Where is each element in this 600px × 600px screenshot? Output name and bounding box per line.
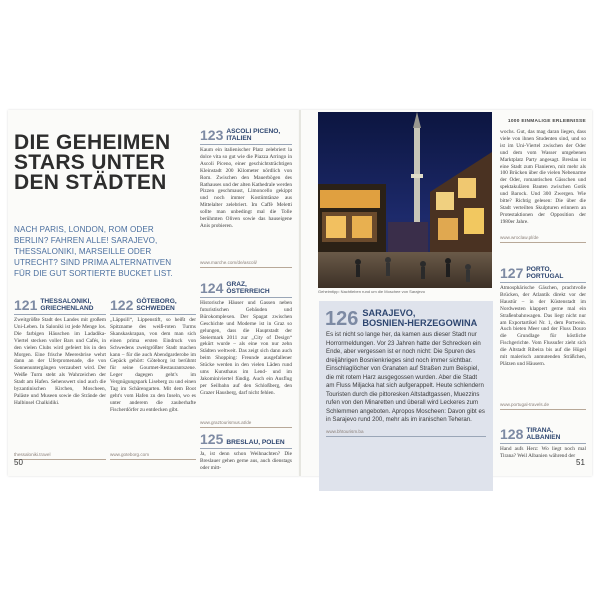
entry-123 bbox=[200, 128, 292, 268]
sarajevo-night-photo bbox=[318, 112, 492, 288]
highlight-body: Es ist nicht so lange her, da kamen aus dieser Stadt nur Horrormeldungen. Vor 23 Jahren hatte der Schrecken ein Ende, aber vergessen ist er noch nicht: Die Spuren des dreijährigen Bosnienkrieges sind noch immer sichtbar. Einschlaglöcher von Granaten auf Straßen zum Beispiel, die mit rotem Harz ausgegossen wurden. Aber die Stadt am Fluss Miljacka hat sich aufgerappelt. Heute schlendern Touristen durch die pittoresken Altstadtgassen, Muezzins rufen von den Minaretten und überall wird Leckeres zum Schlemmen angeboten. Apropos Moscheen: Davon gibt es in Sarajevo rund 200, mehr als im iranischen Teheran. bbox=[326, 331, 485, 423]
highlight-box-126 bbox=[319, 301, 493, 491]
page-number-left: 50 bbox=[14, 458, 23, 467]
page-headline bbox=[14, 133, 184, 193]
entry-121 bbox=[14, 298, 106, 460]
entry-link[interactable]: thessaloniki.travel bbox=[14, 452, 106, 460]
highlight-title-line: SARAJEVO, bbox=[362, 308, 416, 318]
entry-number: 128 bbox=[500, 426, 524, 442]
entry-title-line: GÖTEBORG, bbox=[136, 298, 177, 305]
entry-title-line: SCHWEDEN bbox=[136, 305, 175, 312]
photo-illustration bbox=[318, 112, 492, 288]
entry-title bbox=[526, 427, 560, 441]
entry-title-line: BRESLAU, POLEN bbox=[226, 439, 285, 446]
intro-text: NACH PARIS, LONDON, ROM ODER BERLIN? FAHREN ALLE! SARAJEVO, THESSALONIKI, MARSEILLE ODER UTRECHT? SIND PRIMA ALTERNATIVEN FÜR DIE GUT SORTIERTE BUCKET LIST. bbox=[14, 225, 173, 278]
page-number-right: 51 bbox=[576, 458, 585, 467]
entry-link[interactable]: www.portugal-travels.de bbox=[500, 402, 586, 410]
running-header: 1000 EINMALIGE ERLEBNISSE bbox=[507, 119, 586, 124]
highlight-link[interactable]: www.bhtourism.ba bbox=[326, 429, 486, 437]
entry-124 bbox=[200, 281, 292, 428]
entry-number: 122 bbox=[110, 297, 134, 313]
entry-body: Kaum ein italienischer Platz zelebriert la dolce vita so gut wie die Piazza Arringo in Ascoli Piceno, einer geschichtsträchtigen Kleinstadt 200 Kilometer nördlich von Rom. Zwischen den Mauerbögen des Rathauses und der alten Kathedrale werden Pizzen geschmaust, Limoncello gekippt und noch immer Kostümtänze aus Mittelalter zelebriert. Im Caffè Meletti sollte man unbedingt mal die Tolle berühmten Oliven sowie das hauseigene Anis probieren. bbox=[200, 147, 292, 229]
entry-125-continued bbox=[500, 129, 586, 243]
book-spine bbox=[299, 110, 301, 476]
entry-number: 123 bbox=[200, 127, 224, 143]
entry-title bbox=[226, 128, 280, 142]
entry-title bbox=[136, 298, 176, 312]
entry-link[interactable]: www.marche.com/de/ascoli/ bbox=[200, 260, 292, 268]
entry-title-line: ÖSTERREICH bbox=[226, 288, 270, 295]
entry-number: 124 bbox=[200, 280, 224, 296]
entry-title-line: GRAZ, bbox=[226, 281, 247, 288]
entry-title-line: ALBANIEN bbox=[526, 434, 561, 441]
entry-body: wochs. Gut, das mag daran liegen, dass viele von ihnen Studenten sind, und so ist im Uni-Viertel zwischen der Oder und dem vom Wasser umgebenen Marktplatz Party angesagt. Breslau ist eine Stadt zum Flanieren, mit mehr als 100 Brücken über die vielen Nebenarme der Oder, romantischen Gässchen und spektakulären Bauten zwischen Gotik und Barock. Und 300 Zwergen. Wie bitte? Richtig gelesen: Die über die Stadt verteilten Skulpturen erinnern an Protestaktionen der Opposition der 1980er Jahre. bbox=[500, 129, 586, 225]
headline-line-3: DEN STÄDTEN bbox=[14, 171, 167, 194]
entry-title bbox=[226, 281, 269, 295]
entry-number: 125 bbox=[200, 431, 224, 447]
headline-line-1: DIE GEHEIMEN bbox=[14, 131, 171, 154]
highlight-title-line: BOSNIEN-HERZEGOWINA bbox=[362, 317, 478, 328]
entry-title-line: ITALIEN bbox=[226, 135, 252, 142]
entry-title-line: THESSALONIKI, bbox=[40, 298, 92, 305]
highlight-number: 126 bbox=[325, 308, 359, 330]
entry-link[interactable]: www.graztourismus.at/de bbox=[200, 420, 292, 428]
entry-number: 121 bbox=[14, 297, 38, 313]
entry-link[interactable]: www.goteborg.com bbox=[110, 452, 196, 460]
entry-125 bbox=[200, 433, 292, 471]
entry-title bbox=[526, 266, 563, 280]
entry-title-line: TIRANA, bbox=[526, 427, 554, 434]
entry-body: Historische Häuser und Gassen neben futuristischen Gebäuden und Bürokomplexen. Der Spagat zwischen Geschichte und Moderne ist in Graz so gelungen, dass die Hauptstadt der Steiermark 2011 zur „City of Design“ gekürt wurde – als eine von nur zehn Städten weltweit. Das zeigt sich dann auch beim Shopping: Freunde ausgefallener Stücke werden in den vielen Läden rund ums Kunsthaus im Lend- und im Jakominiviertel fündig. Auch ein Ausflug per Seilbahn auf den Schloßberg, den Grazer Hausberg, darf nicht fehlen. bbox=[200, 300, 292, 396]
entry-body: „Läppsill“, Lippenstift, so heißt der Spitzname des weiß-roten Turms Skanskaskrapan, von dem man sich einen prima ersten Eindruck von Schwedens zweitgrößter Stadt machen kann – für die auch Abendgarderobe im Gepäck gehört: Göteborg ist berühmt für seine Gourmet-Restaurantszene. Leger dagegen geht's im Vergnügungspark Liseberg zu und einen Tag im Schärengarten. Mit dem Boot geht's vom Hafen zu den Inseln, wo es unter anderem die zauberhafte Fischerdörfer zu entdecken gibt. bbox=[110, 317, 196, 413]
highlight-title bbox=[362, 309, 477, 328]
entry-title bbox=[40, 298, 93, 312]
entry-body: Ja, ist denn schon Weihnachten? Die Breslauer gehen gerne aus, auch dienstags oder mitt- bbox=[200, 451, 292, 471]
headline-line-2: STARS UNTER bbox=[14, 151, 166, 174]
entry-title-line: PORTO, bbox=[526, 266, 552, 273]
entry-title-line: ASCOLI PICENO, bbox=[226, 128, 281, 135]
entry-127 bbox=[500, 266, 586, 410]
entry-body: Zweitgrößte Stadt des Landes mit großem Uni-Leben. In Saloniki ist jede Menge los. Die farbigen Häuschen im Ladadika-Viertel stecken voller Bars und Cafés, in den vielen Clubs wird gefeiert bis in den Morgen. Eine frische Meeresbrise wehrt dann an der Uferpromenade, die von Sonnenuntergängen verzaubert wird. Der Weiße Turm steht als Wahrzeichen der Stadt am Hafen. Sehenswert sind auch die byzantinischen Kirchen, Moscheen, Paläste und Museen sowie die Strände der Halbinsel Chalkidiki. bbox=[14, 317, 106, 406]
photo-caption: Geheimtipp: Nachtleben rund um die Moschee von Sarajevo bbox=[318, 289, 425, 294]
entry-number: 127 bbox=[500, 265, 524, 281]
entry-body: Hand aufs Herz: Wo liegt noch mal Tirana? Weil Albanien während der bbox=[500, 446, 586, 459]
entry-122 bbox=[110, 298, 196, 460]
entry-link[interactable]: www.wroclaw.pl/de bbox=[500, 235, 586, 243]
entry-title-line: GRIECHENLAND bbox=[40, 305, 94, 312]
entry-title-line: PORTUGAL bbox=[526, 273, 564, 280]
entry-128 bbox=[500, 427, 586, 466]
entry-title bbox=[226, 439, 284, 446]
entry-body: Atmosphärische Gäschen, prachtvolle Brücken, der Atlantik direkt vor der Haustür – in der Küstenstadt im Nordwesten klappert gerne mal ein Straßenbahnwagen. Das liegt nicht nur am Exportartikel Nr. 1, dem Portwein. Auch bieten Meer und der Fluss Douro die Grundlage für köstliche Fischgerichte. Vom Flussufer zieht sich die Altstadt Ribeira bis auf die Hügel mit malerisch anmutenden Sträßchen, Plätzen und Häusern. bbox=[500, 285, 586, 367]
